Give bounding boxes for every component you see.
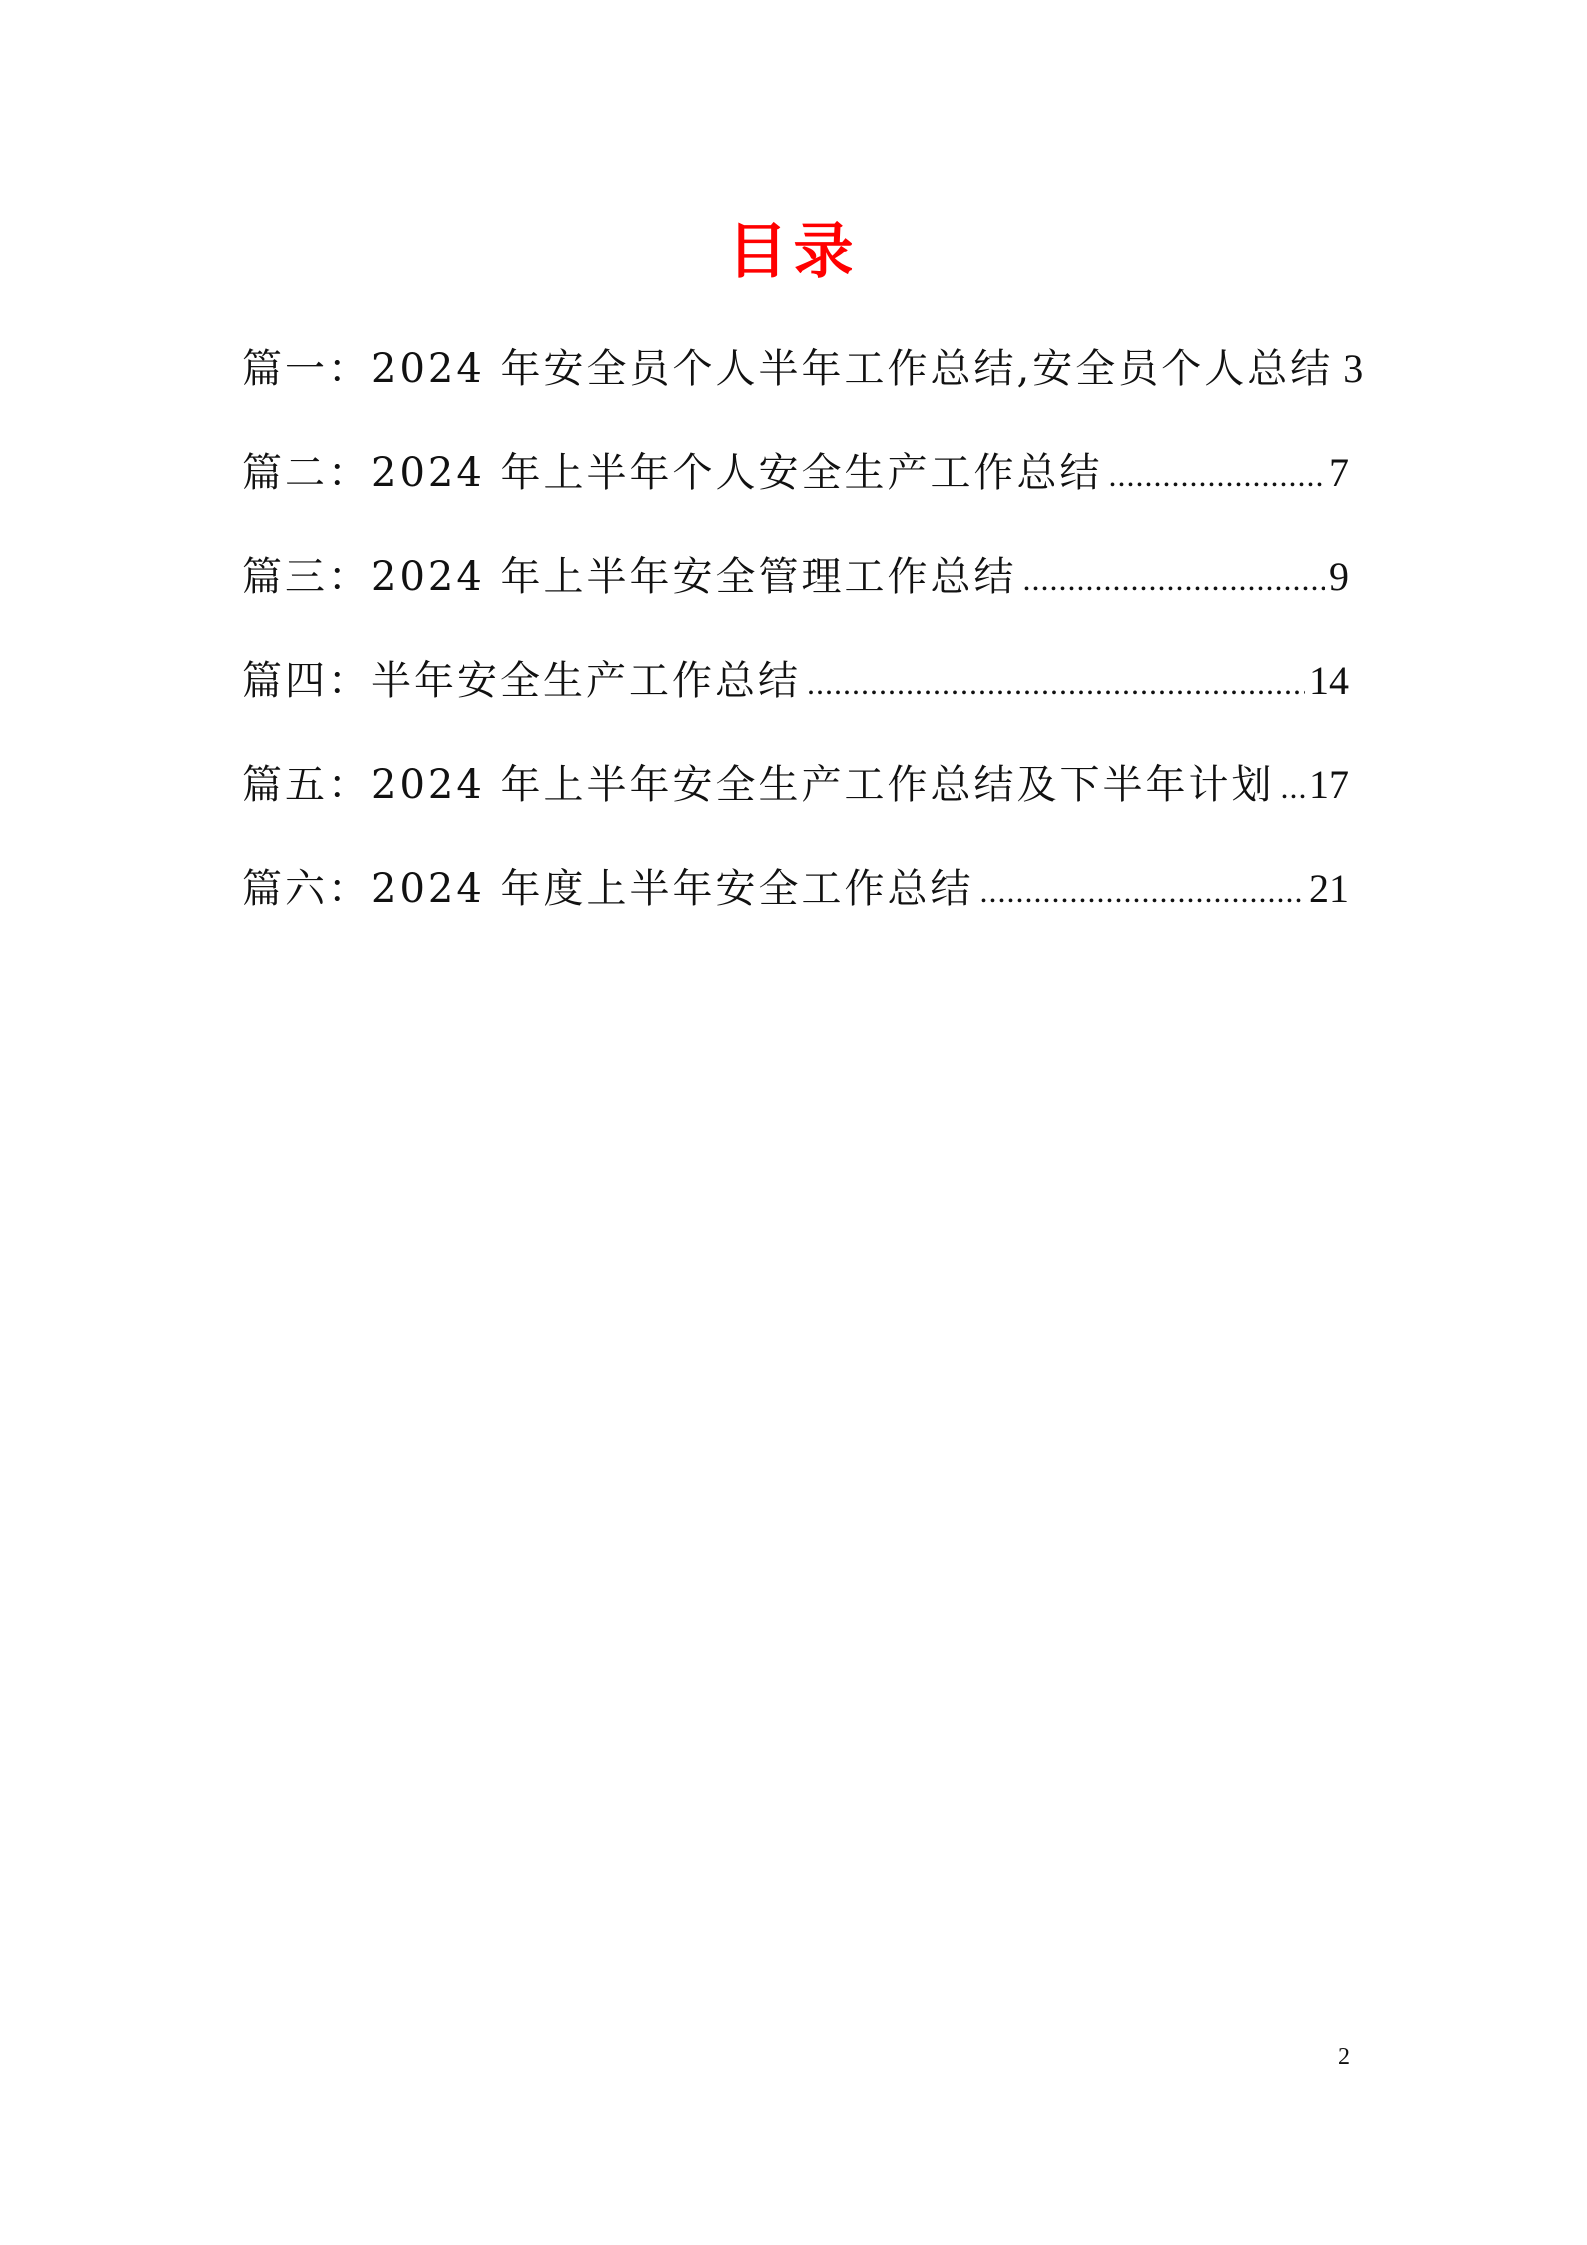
toc-entry[interactable] xyxy=(242,859,1349,919)
toc-entry-page: 14 xyxy=(1309,658,1349,703)
toc-dot-leader xyxy=(1109,445,1325,505)
toc-entry-page: 3 xyxy=(1343,346,1364,391)
toc-entry-label: 篇四：半年安全生产工作总结 xyxy=(242,658,801,704)
toc-entry-page: 9 xyxy=(1329,554,1349,599)
toc-entry[interactable] xyxy=(242,339,1364,399)
toc-entry[interactable] xyxy=(242,547,1349,607)
toc-entry-label: 篇二：2024 年上半年个人安全生产工作总结 xyxy=(242,450,1103,496)
toc-entry[interactable] xyxy=(242,755,1349,815)
toc-list xyxy=(242,339,1364,963)
toc-dot-leader xyxy=(1281,757,1305,817)
toc-entry[interactable] xyxy=(242,443,1349,503)
toc-entry-page: 21 xyxy=(1309,866,1349,911)
toc-dot-leader xyxy=(1023,549,1325,609)
toc-entry-page: 7 xyxy=(1329,450,1349,495)
toc-entry-label: 篇一：2024 年安全员个人半年工作总结,安全员个人总结 xyxy=(242,346,1334,392)
toc-entry-label: 篇六：2024 年度上半年安全工作总结 xyxy=(242,866,974,912)
page-number: 2 xyxy=(1338,2044,1350,2070)
toc-dot-leader xyxy=(807,653,1305,713)
toc-entry-label: 篇五：2024 年上半年安全生产工作总结及下半年计划 xyxy=(242,762,1275,808)
toc-title: 目录 xyxy=(727,217,860,287)
toc-entry-page: 17 xyxy=(1309,762,1349,807)
toc-dot-leader xyxy=(980,861,1305,921)
toc-entry[interactable] xyxy=(242,651,1349,711)
toc-entry-label: 篇三：2024 年上半年安全管理工作总结 xyxy=(242,554,1017,600)
